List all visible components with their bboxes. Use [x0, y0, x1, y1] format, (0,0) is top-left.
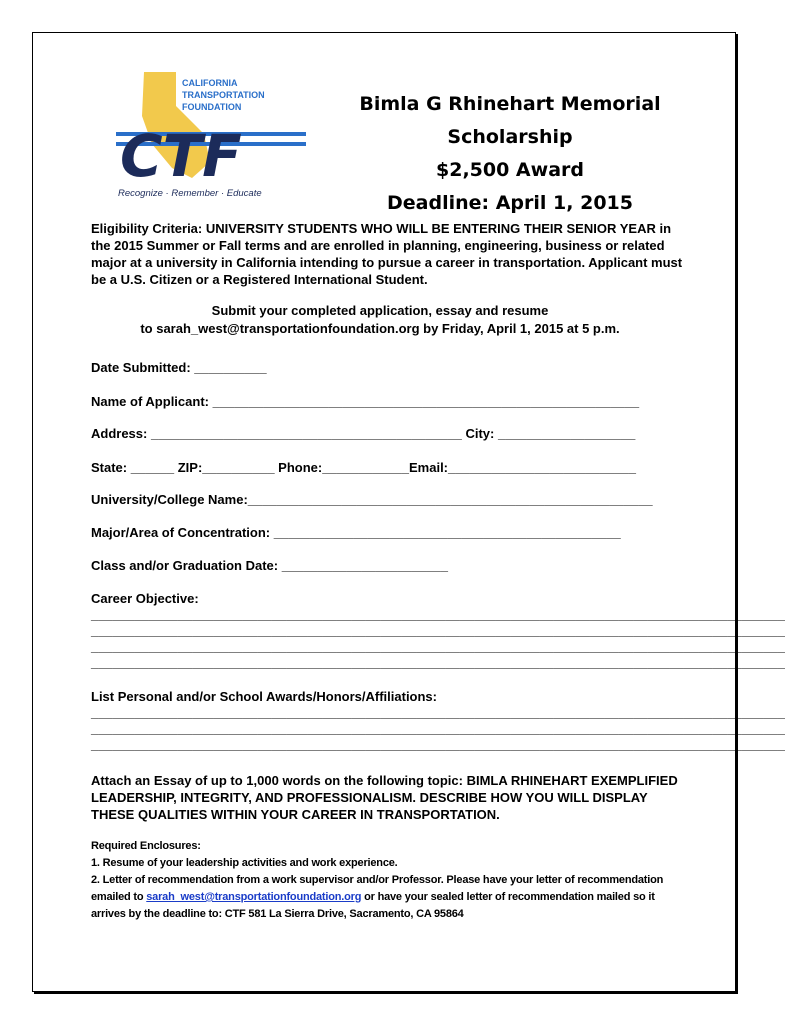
logo-letters: CTF	[120, 122, 242, 190]
graduation-date-field[interactable]: Class and/or Graduation Date: _______________________	[91, 558, 448, 573]
eligibility-criteria: Eligibility Criteria: UNIVERSITY STUDENTS WHO WILL BE ENTERING THEIR SENIOR YEAR in the 2015 Summer or Fall terms and are enrolled in planning, engineering, business or related major at a university in California intending to pursue a career in transportation. Applicant must be a U.S. Citizen or a Registered International Student.	[91, 221, 683, 287]
title-line2: $2,500 Award	[436, 159, 584, 181]
enclosure-letter-text: 2. Letter of recommendation from a work supervisor and/or Professor. Please have your letter of recommendation emailed to	[91, 874, 664, 903]
date-submitted-field[interactable]: Date Submitted: __________	[91, 360, 267, 375]
logo-org-line2: TRANSPORTATION	[182, 90, 265, 100]
title-line1: Bimla G Rhinehart Memorial Scholarship	[359, 93, 661, 148]
logo-tagline: Recognize · Remember · Educate	[118, 188, 262, 199]
logo-org-line1: CALIFORNIA	[182, 78, 238, 88]
submit-line2: to sarah_west@transportationfoundation.org by Friday, April 1, 2015 at 5 p.m.	[140, 321, 620, 336]
enclosure-letter-text-end: or have your sealed letter of recommendation mailed so it arrives by the deadline to: CTF 581 La Sierra Drive, Sacramento, CA 95864	[91, 891, 655, 920]
awards-line[interactable]: ________________________________________________________________________________________________	[91, 705, 785, 720]
essay-instructions: Attach an Essay of up to 1,000 words on the following topic: BIMLA RHINEHART EXEMPLIFIED LEADERSHIP, INTEGRITY, AND PROFESSIONALISM. DESCRIBE HOW YOU WILL DISPLAY THESE QUALITIES WITHIN YOUR CAREER IN TRANSPORTATION.	[91, 773, 678, 822]
title-line3: Deadline: April 1, 2015	[387, 192, 633, 214]
awards-line[interactable]: ________________________________________________________________________________________________	[91, 721, 785, 736]
enclosure-item-resume: 1. Resume of your leadership activities and work experience.	[91, 857, 398, 869]
career-objective-line[interactable]: ________________________________________________________________________________________________	[91, 607, 785, 622]
scholarship-title	[300, 88, 720, 220]
awards-line[interactable]: ________________________________________________________________________________________________	[91, 737, 785, 752]
submission-instructions	[80, 302, 680, 338]
career-objective-line[interactable]: ________________________________________________________________________________________________	[91, 655, 785, 670]
email-link[interactable]: sarah_west@transportationfoundation.org	[146, 891, 362, 903]
career-objective-line[interactable]: ________________________________________________________________________________________________	[91, 623, 785, 638]
career-objective-line[interactable]: ________________________________________________________________________________________________	[91, 639, 785, 654]
submit-line1: Submit your completed application, essay and resume	[211, 303, 549, 318]
major-field[interactable]: Major/Area of Concentration: ________________________________________________	[91, 525, 621, 540]
awards-label: List Personal and/or School Awards/Honors/Affiliations:	[91, 689, 437, 704]
career-objective-label: Career Objective:	[91, 591, 199, 606]
state-zip-phone-email-field[interactable]: State: ______ ZIP:__________ Phone:____________Email:__________________________	[91, 460, 636, 475]
enclosure-item-letter	[91, 872, 691, 923]
enclosures-heading: Required Enclosures:	[91, 840, 201, 852]
applicant-name-field[interactable]: Name of Applicant: ___________________________________________________________	[91, 394, 640, 409]
required-enclosures	[91, 838, 691, 923]
ctf-logo	[112, 66, 312, 200]
logo-org-line3: FOUNDATION	[182, 102, 242, 112]
university-name-field[interactable]: University/College Name:________________________________________________________	[91, 492, 653, 507]
address-city-field[interactable]: Address: ___________________________________________ City: ___________________	[91, 426, 636, 441]
